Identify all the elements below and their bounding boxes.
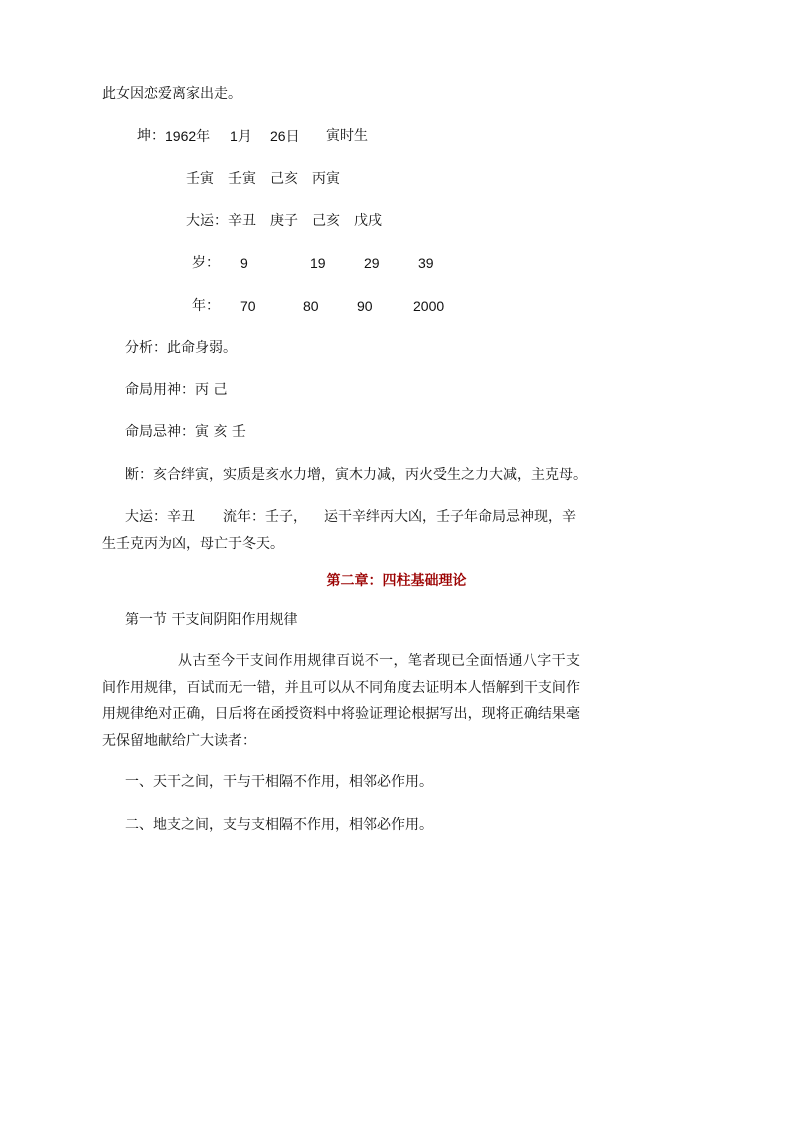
section-title: 第一节 干支间阴阳作用规律 — [125, 612, 298, 628]
yongshen-line: 命局用神：丙 己 — [125, 382, 228, 398]
year-value: 90 — [357, 298, 373, 314]
birth-prefix: 坤： — [137, 128, 165, 144]
four-pillars-line: 壬寅 壬寅 己亥 丙寅 — [186, 171, 340, 187]
dayun-liunian-text: 运干辛绊丙大凶，壬子年命局忌神现，辛 — [324, 509, 576, 525]
age-value: 39 — [418, 255, 434, 271]
rule-item: 一、天干之间，干与干相隔不作用，相邻必作用。 — [125, 774, 433, 790]
birth-month: 1月 — [230, 128, 252, 144]
birth-day: 26日 — [270, 128, 300, 144]
year-value: 2000 — [413, 298, 445, 314]
analysis-line: 分析：此命身弱。 — [125, 340, 237, 356]
dayun-liunian-label: 大运：辛丑 流年：壬子， — [125, 509, 307, 525]
chapter-title: 第二章：四柱基础理论 — [326, 573, 467, 589]
dayun-liunian-continuation: 生壬克丙为凶，母亡于冬天。 — [102, 536, 284, 552]
age-value: 9 — [240, 255, 248, 271]
age-value: 29 — [364, 255, 380, 271]
age-value: 19 — [310, 255, 326, 271]
year-value: 80 — [303, 298, 319, 314]
text-line-intro: 此女因恋爱离家出走。 — [102, 86, 242, 102]
dayun-line: 大运：辛丑 庚子 己亥 戊戌 — [186, 213, 382, 229]
birth-year: 1962年 — [165, 128, 211, 144]
rule-item: 二、地支之间，支与支相隔不作用，相邻必作用。 — [125, 817, 433, 833]
judgment-line: 断：亥合绊寅，实质是亥水力增，寅木力减，丙火受生之力大减，主克母。 — [125, 467, 587, 483]
year-value: 70 — [240, 298, 256, 314]
intro-paragraph: 从古至今干支间作用规律百说不一，笔者现已全面悟通八字干支间作用规律，百试而无一错，并且可以从不同角度去证明本人悟解到干支间作用规律绝对正确，日后将在函授资料中将验证理论根据写出，现将正确结果毫无保留地献给广大读者： — [102, 653, 580, 749]
age-label: 岁： — [192, 255, 220, 271]
jishen-line: 命局忌神：寅 亥 壬 — [125, 424, 246, 440]
year-label: 年： — [192, 298, 220, 314]
birth-hour: 寅时生 — [326, 128, 368, 144]
